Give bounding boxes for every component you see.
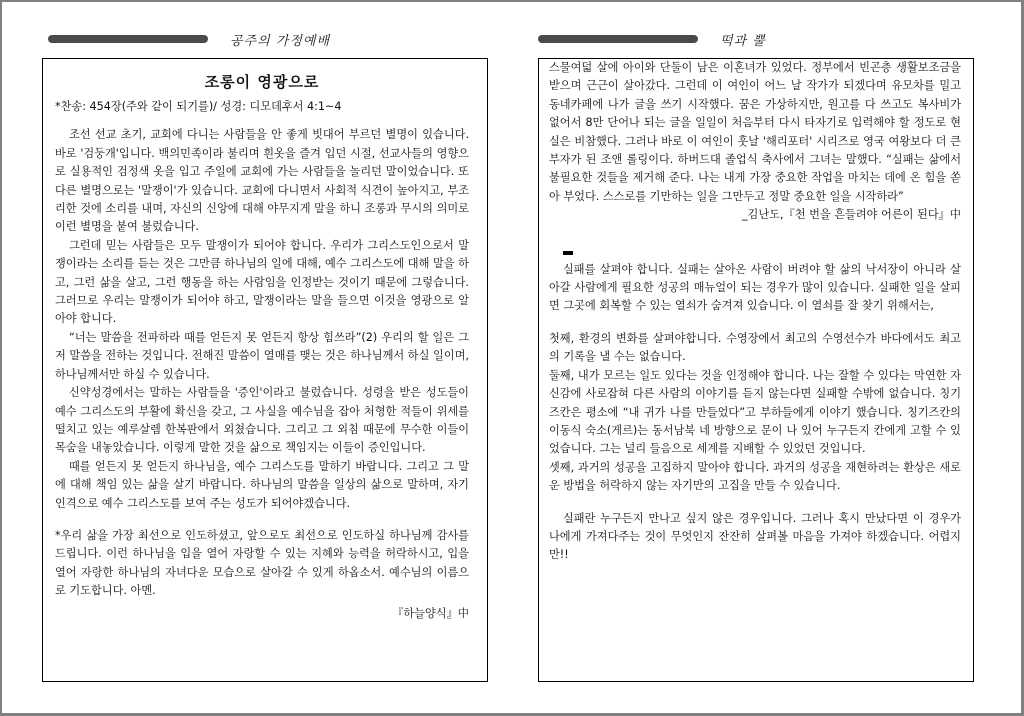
devotion-title: 조롱이 영광으로	[204, 73, 320, 91]
left-paragraph-5: 때를 얻든지 못 얻든지 하나님을, 예수 그리스도를 말하기 바랍니다. 그리고 그 말에 대해 책임 있는 삶을 살기 바랍니다. 하나님의 말씀을 일상의 삶으로 말하며, 자기 인격으로 예수 그리스도를 보여 주는 성도가 되어야겠습니다.	[55, 459, 469, 510]
left-paragraph-1: 조선 선교 초기, 교회에 다니는 사람들을 안 좋게 빗대어 부르던 별명이 있습니다. 바로 '검둥개'입니다. 백의민족이라 불리며 흰옷을 즐겨 입던 시절, 선교사들의 영향으로 실용적인 검정색 옷을 입고 주일에 교회에 가는 사람들을 놀리던 말이었습니다. 또 다른 별명으로는 '말쟁이'가 있습니다. 교회에 다니면서 사회적 식견이 높아지고, 부조리한 것에 소리를 내며, 자신의 신앙에 대해 야무지게 말을 하니 조롱과 무시의 의미로 이런 별명을 붙여 불렀습니다.	[55, 128, 469, 234]
prayer-paragraph: *우리 삶을 가장 최선으로 인도하셨고, 앞으로도 최선으로 인도하실 하나님께 감사를 드립니다. 이런 하나님을 입을 열어 자랑할 수 있는 지혜와 능력을 허락하시고, 입을 열어 자랑한 하나님의 자녀다운 모습으로 살아갈 수 있게 하옵소서. 예수님의 이름으로 기도합니다. 아멘.	[55, 528, 469, 598]
quote-source: _김난도,『천 번을 흔들려야 어른이 된다』中	[741, 208, 961, 222]
left-panel	[42, 58, 488, 682]
right-paragraph-third: 셋째, 과거의 성공을 고집하지 말아야 합니다. 과거의 성공을 재현하려는 환상은 새로운 방법을 허락하지 않는 자기만의 고집을 만들 수 있습니다.	[549, 460, 961, 493]
right-story-paragraph: 스물여덟 살에 아이와 단둘이 남은 이혼녀가 있었다. 정부에서 빈곤층 생활보조금을 받으며 근근이 살아갔다. 그런데 이 여인이 어느 날 작가가 되겠다며 유모차를 밀고 동네카페에 나가 글을 쓰기 시작했다. 꿈은 가상하지만, 원고를 다 쓰고도 복사비가 없어서 8만 단어나 되는 글을 일일이 처음부터 다시 타자기로 입력해야 할 정도로 현실은 비참했다. 그러나 바로 이 여인이 훗날 '해리포터' 시리즈로 영국 여왕보다 더 큰 부자가 된 조앤 롤링이다. 하버드대 졸업식 축사에서 그녀는 말했다. “실패는 삶에서 불필요한 것들을 제거해 준다. 나는 내게 가장 중요한 작업을 마치는 데에 온 힘을 쏟아 부었다. 스스로를 기만하는 일을 그만두고 정말 중요한 일을 시작하라”	[549, 61, 961, 203]
section-dash-marker	[563, 251, 573, 255]
right-header-bar	[538, 35, 698, 43]
right-panel	[538, 58, 974, 682]
left-paragraph-4: 신약성경에서는 말하는 사람들을 '증인'이라고 불렀습니다. 성령을 받은 성도들이 예수 그리스도의 부활에 확신을 갖고, 그 사실을 예수님을 잡아 처형한 적들이 위세를 떨치고 있는 예루살렘 한복판에서 외쳤습니다. 그리고 그 외침 때문에 무수한 이들이 목숨을 내놓았습니다. 이렇게 말한 것을 삶으로 책임지는 이들이 증인입니다.	[55, 386, 469, 455]
right-header-title: 떡과 뿔	[720, 34, 766, 49]
left-paragraph-2: 그런데 믿는 사람들은 모두 말쟁이가 되어야 합니다. 우리가 그리스도인으로서 말쟁이라는 소리를 듣는 것은 그만큼 하나님의 일에 대해, 예수 그리스도에 대해 말을 하고, 그런 삶을 살고, 그런 행동을 하는 사람임을 인정받는 것이기 때문에 그렇습니다. 그러므로 우리는 말쟁이가 되어야 하고, 말쟁이라는 말을 들으면 이것을 영광으로 알아야 합니다.	[55, 238, 469, 326]
left-header-title: 공주의 가정예배	[230, 34, 331, 49]
left-source: 『하늘양식』中	[392, 606, 469, 620]
right-paragraph-second: 둘째, 내가 모르는 일도 있다는 것을 인정해야 합니다. 나는 잘할 수 있다는 막연한 자신감에 사로잡혀 다른 사람의 이야기를 듣지 않는다면 실패할 수밖에 없습니다. 칭기즈칸은 평소에 “내 귀가 나를 만들었다”고 부하들에게 이야기 했습니다. 칭기즈칸의 이동식 숙소(게르)는 동서남북 네 방향으로 문이 나 있어 누구든지 칸에게 고할 수 있었습니다. 그는 널리 들음으로 세계를 지배할 수 있었던 것입니다.	[549, 368, 961, 456]
right-paragraph-first: 첫째, 환경의 변화를 살펴야합니다. 수영장에서 최고의 수영선수가 바다에서도 최고의 기록을 낼 수는 없습니다.	[549, 331, 961, 364]
left-paragraph-3: “너는 말씀을 전파하라 때를 얻든지 못 얻든지 항상 힘쓰라”(2) 우리의 할 일은 그저 말씀을 전하는 것입니다. 전해진 말씀이 열매를 맺는 것은 하나님께서 하실 일이며, 하나님께서만 하실 수 있습니다.	[55, 330, 469, 381]
document-page	[2, 2, 1021, 713]
right-paragraph-closing: 실패란 누구든지 만나고 싶지 않은 경우입니다. 그러나 혹시 만났다면 이 경우가 나에게 가져다주는 것이 무엇인지 잔잔히 살펴볼 마음을 가져야 하겠습니다. 어렵지만!!	[549, 511, 961, 562]
left-header-bar	[48, 35, 208, 43]
right-paragraph-2: 실패를 살펴야 합니다. 실패는 살아온 사람이 버려야 할 삶의 낙서장이 아니라 살아갈 사람에게 필요한 성공의 매뉴얼이 되는 경우가 많이 있습니다. 실패한 일을 살피면 그곳에 회복할 수 있는 열쇠가 숨겨져 있습니다. 이 열쇠를 잘 찾기 위해서는,	[549, 262, 961, 313]
hymn-scripture-line: *찬송: 454장(주와 같이 되기를)/ 성경: 디모데후서 4:1~4	[55, 100, 342, 113]
